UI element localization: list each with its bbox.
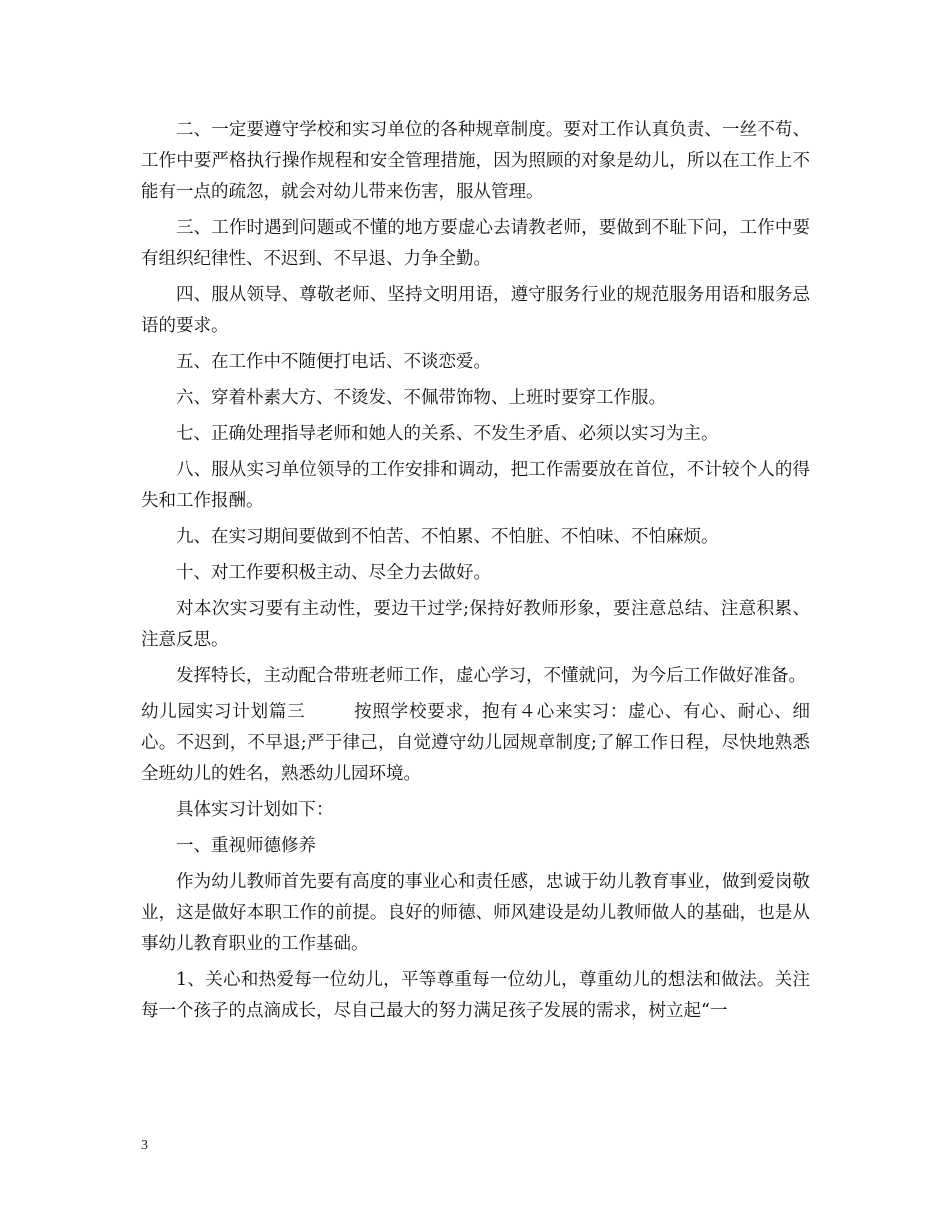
plan-intro: 具体实习计划如下： <box>176 800 334 820</box>
section-intro: 按照学校要求，抱有４心来实习：虚心、有心、耐心、细心。不迟到，不早退;严于律己，自觉遵守幼儿园规章制度;了解工作日程，尽快地熟悉全班幼儿的姓名，熟悉幼儿园环境。 <box>141 702 811 784</box>
section-heading: 幼儿园实习计划篇三 <box>141 702 306 722</box>
paragraph-initiative: 对本次实习要有主动性，要边干过学;保持好教师形象，要注意总结、注意积累、注意反思。 <box>141 599 810 650</box>
paragraph-strengths: 发挥特长，主动配合带班老师工作，虚心学习，不懂就问，为今后工作做好准备。 <box>176 666 806 686</box>
paragraph-rule-5: 五、在工作中不随便打电话、不谈恋爱。 <box>176 352 491 372</box>
paragraph-rule-6: 六、穿着朴素大方、不烫发、不佩带饰物、上班时要穿工作服。 <box>176 388 666 408</box>
subheading-ethics: 一、重视师德修养 <box>176 836 316 856</box>
paragraph-rule-7: 七、正确处理指导老师和她人的关系、不发生矛盾、必须以实习为主。 <box>176 424 719 444</box>
paragraph-rule-2: 二、一定要遵守学校和实习单位的各种规章制度。要对工作认真负责、一丝不苟、工作中要严格执行操作规程和安全管理措施，因为照顾的对象是幼儿，所以在工作上不能有一点的疏忽，就会对幼儿带来伤害，服从管理。 <box>141 120 810 202</box>
paragraph-ethics: 作为幼儿教师首先要有高度的事业心和责任感，忠诚于幼儿教育事业，做到爱岗敬业，这是做好本职工作的前提。良好的师德、师风建设是幼儿教师做人的基础，也是从事幼儿教育职业的工作基础。 <box>141 872 810 954</box>
page-number: 3 <box>141 1138 148 1153</box>
paragraph-rule-9: 九、在实习期间要做到不怕苦、不怕累、不怕脏、不怕味、不怕麻烦。 <box>176 527 719 547</box>
paragraph-rule-3: 三、工作时遇到问题或不懂的地方要虚心去请教老师，要做到不耻下问，工作中要有组织纪律性、不迟到、不早退、力争全勤。 <box>141 218 810 269</box>
paragraph-rule-4: 四、服从领导、尊敬老师、坚持文明用语，遵守服务行业的规范服务用语和服务忌语的要求。 <box>141 285 810 336</box>
document-body <box>141 115 810 1032</box>
paragraph-rule-8: 八、服从实习单位领导的工作安排和调动，把工作需要放在首位，不计较个人的得失和工作报酬。 <box>141 460 810 511</box>
paragraph-rule-10: 十、对工作要积极主动、尽全力去做好。 <box>176 563 491 583</box>
section-three-paragraph <box>141 697 810 790</box>
paragraph-care: 1、关心和热爱每一位幼儿，平等尊重每一位幼儿，尊重幼儿的想法和做法。关注每一个孩子的点滴成长，尽自己最大的努力满足孩子发展的需求，树立起“一 <box>141 970 810 1021</box>
